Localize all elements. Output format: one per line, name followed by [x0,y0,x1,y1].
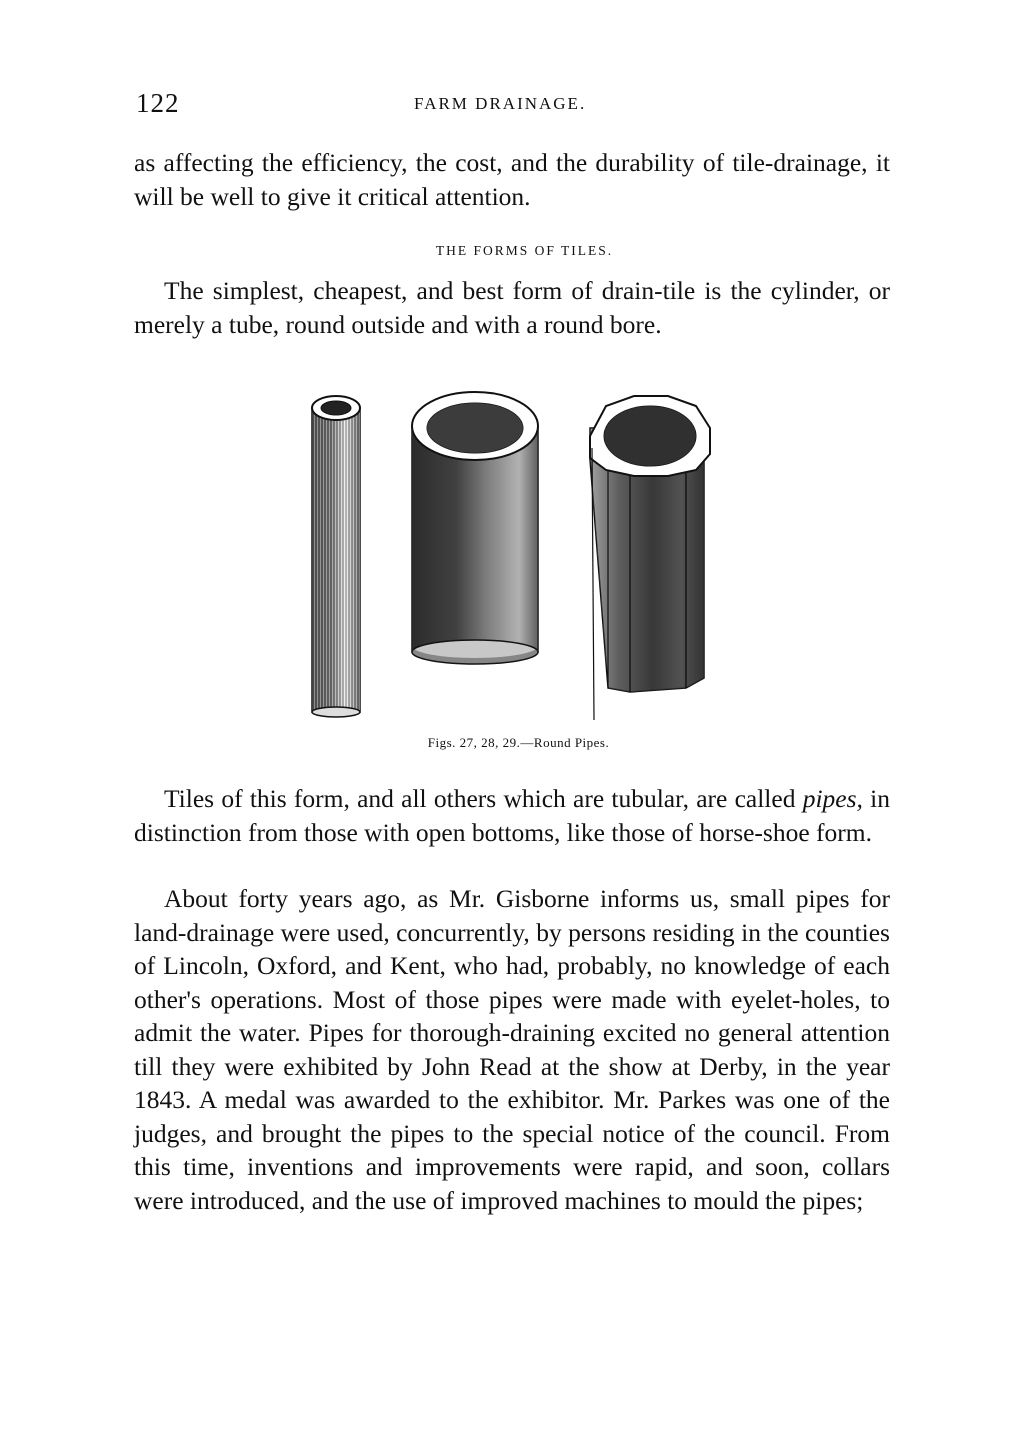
pipes-italic-term: pipes, [802,784,863,813]
lead-paragraph: as affecting the efficiency, the cost, and the durability of tile-drainage, it will be well to give it critical attention. [134,148,890,211]
paragraph-tubular-pipes [134,782,890,849]
paragraph-2-text-before: Tiles of this form, and all others which are tubular, are called [164,784,803,813]
running-title: FARM DRAINAGE. [414,94,587,113]
section-heading: THE FORMS OF TILES. [435,243,614,258]
octagonal-pipe-fig29 [590,396,710,720]
figure-caption: Figs. 27, 28, 29.—Round Pipes. [427,735,610,750]
paragraph-history-of-pipes: About forty years ago, as Mr. Gisborne informs us, small pipes for land-drainage were used, concurrently, by persons residing in the counties of Lincoln, Oxford, and Kent, who had, probably, no knowledge of each other's operations. Most of those pipes were made with eyelet-holes, to admit the water. Pipes for thorough-draining excited no general attention till they were exhibited by John Read at the show at Derby, in the year 1843. A medal was awarded to the exhibitor. Mr. Parkes was one of the judges, and brought the pipes to the special notice of the council. From this time, inventions and improvements were rapid, and soon, collars were introduced, and the use of improved machines to mould the pipes; [134,884,890,1215]
paragraph-2-text-after: in distinction from those with open bottoms, like those of horse-shoe form. [134,784,890,847]
page-number: 122 [136,88,180,118]
thin-pipe-fig27 [312,396,360,717]
round-pipes-illustration [300,388,720,728]
paragraph-forms-of-tiles: The simplest, cheapest, and best form of drain-tile is the cylinder, or merely a tube, round outside and with a round bore. [134,276,890,339]
round-pipes-figure [300,388,720,728]
running-head [136,88,896,128]
wide-pipe-fig28 [412,392,538,664]
